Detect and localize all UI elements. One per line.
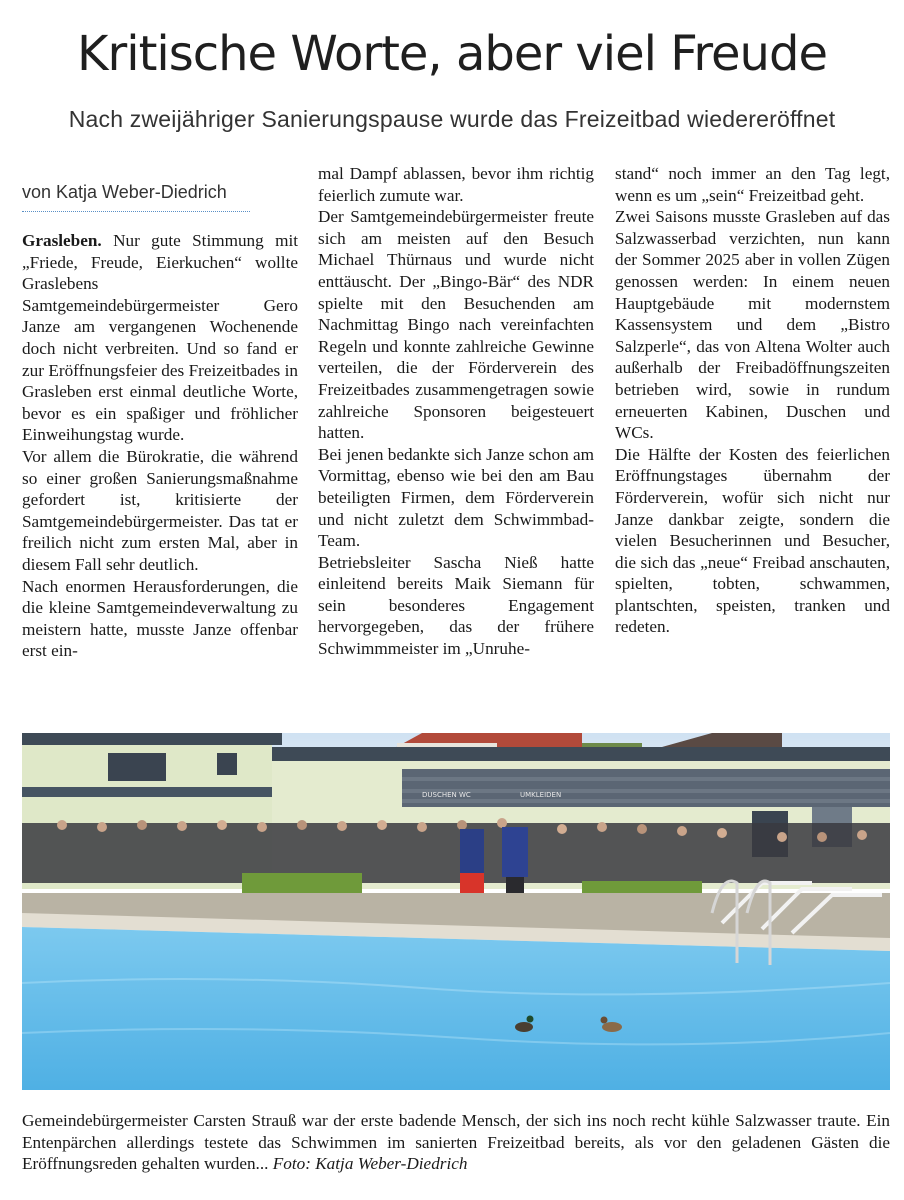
article-photo	[22, 733, 890, 1090]
paragraph: Bei jenen bedankte sich Janze schon am Vormittag, ebenso wie bei den am Bau beteiligten Firmen, dem Förderverein und nicht zuletzt dem Schwimmbad-Team.	[318, 444, 594, 551]
paragraph: Vor allem die Bürokratie, die während so einer großen Sanierungsmaßnahme gefordert ist, kritisierte der Samtgemeindebürgermeister. Das tat er freilich nicht zum ersten Mal, aber in diesem Fall sehr deutlich.	[22, 446, 298, 574]
paragraph: Zwei Saisons musste Grasleben auf das Salzwasserbad verzichten, nun kann der Sommer 2025 aber in vollen Zügen genossen werden: In einem neuen Hauptgebäude mit modernstem Kassensystem und dem „Bistro Salzperle“, das von Altena Wolter auch außerhalb der Freibadöffnungszeiten betrieben wird, sowie in rundum erneuerten Kabinen, Duschen und WCs.	[615, 207, 890, 443]
window	[217, 753, 237, 775]
crowd	[22, 823, 890, 883]
byline: von Katja Weber-Diedrich	[22, 182, 250, 212]
paragraph: Die Hälfte der Kosten des feierlichen Eröffnungstages übernahm der Förderverein, wofür sich nicht nur Janze dankbar zeigte, sondern die vielen Besucherinnen und Besucher, die sich das „neue“ Freibad anschauten, spielten, tobten, schwammen, plantschten, speisten, tranken und redeten.	[615, 444, 890, 637]
sign-showers: DUSCHEN WC	[422, 791, 471, 799]
article-column-2	[318, 163, 594, 660]
subheadline: Nach zweijähriger Sanierungspause wurde das Freizeitbad wiedereröffnet	[68, 106, 836, 132]
caption-text: Gemeindebürgermeister Carsten Strauß war der erste badende Mensch, der sich ins noch recht kühle Salzwasser traute. Ein Entenpärchen allerdings testete das Schwimmen im sanierten Freizeitbad bereits, als vor den geladenen Gästen die Eröffnungsreden gehalten wurden...	[22, 1111, 890, 1174]
paragraph: mal Dampf ablassen, bevor ihm richtig feierlich zumute war.	[318, 164, 594, 205]
building-roof	[272, 747, 890, 761]
person-blue-shirt	[502, 827, 528, 877]
paragraph	[22, 230, 298, 446]
photo-caption	[22, 1110, 890, 1175]
awning	[22, 787, 272, 797]
article-column-1	[22, 230, 298, 662]
headline: Kritische Worte, aber viel Freude	[77, 26, 827, 82]
paragraph: Nach enormen Herausforderungen, die die kleine Samtgemeindeverwaltung zu meistern hatte, musste Janze offenbar erst ein-	[22, 576, 298, 661]
person-blue-shirt	[460, 829, 484, 873]
building-roof	[22, 733, 282, 745]
dateline-place: Grasleben.	[22, 231, 102, 250]
paragraph: Der Samtgemeindebürgermeister freute sich am meisten auf den Besuch Michael Thürnaus und wurde nicht enttäuscht. Der „Bingo-Bär“ des NDR spielte mit den Besuchenden am Nachmittag Bingo nach vereinfachten Regeln und konnte zahlreiche Gewinne verteilen, die der Förderverein des Freizeitbades zusammengetragen sowie zahlreiche Sponsoren beigesteuert hatten.	[318, 207, 594, 443]
paragraph: stand“ noch immer an den Tag legt, wenn es um „sein“ Freizeitbad geht.	[615, 164, 890, 205]
window	[108, 753, 166, 781]
pool-water	[22, 927, 890, 1090]
photo-credit: Foto: Katja Weber-Diedrich	[272, 1154, 468, 1174]
paragraph-text: Nur gute Stimmung mit „Friede, Freude, Eierkuchen“ wollte Graslebens Samtgemeindebürgermeister Gero Janze am vergangenen Wochenende doch nicht verbreiten. Und so fand er zur Eröffnungsfeier des Freizeitbades in Grasleben erst einmal deutliche Worte, bevor es ein spaßiger und fröhlicher Einweihungstag wurde.	[22, 231, 299, 445]
planting	[242, 873, 362, 895]
person-red-shorts	[460, 873, 484, 893]
pool-scene-illustration	[22, 733, 890, 1090]
sign-changing-rooms: UMKLEIDEN	[520, 791, 562, 799]
paragraph: Betriebsleiter Sascha Nieß hatte einleitend bereits Maik Siemann für sein besonderes Engagement hervorgegeben, das der frühere Schwimmmeister im „Unruhe-	[318, 552, 594, 659]
article-column-3	[615, 163, 890, 638]
